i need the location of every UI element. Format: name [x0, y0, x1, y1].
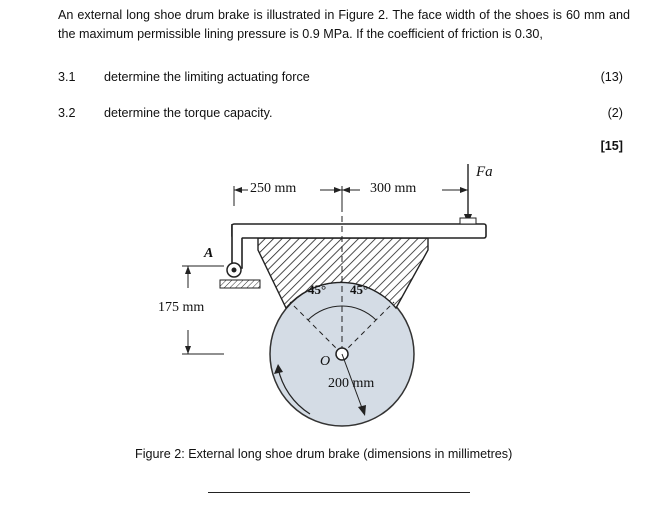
question-text-3-1: determine the limiting actuating force: [104, 70, 310, 84]
angle-label-right: 45°: [350, 282, 369, 297]
height-dimension-label: 175 mm: [158, 300, 205, 315]
question-marks-3-2: (2): [607, 106, 623, 120]
total-marks: [15]: [600, 139, 623, 153]
dimension-label-300: 300 mm: [370, 181, 417, 196]
question-number-3-2: 3.2: [58, 106, 76, 120]
question-text-3-2: determine the torque capacity.: [104, 106, 273, 120]
question-number-3-1: 3.1: [58, 70, 76, 84]
lever-arm: [232, 224, 486, 238]
figure-caption: Figure 2: External long shoe drum brake (dimensions in millimetres): [135, 447, 513, 461]
force-label: Fa: [476, 164, 493, 180]
question-marks-3-1: (13): [600, 70, 623, 84]
pivot-label: A: [204, 246, 214, 261]
diameter-label: 200 mm: [328, 376, 375, 391]
brake-figure: [150, 158, 510, 434]
center-label: O: [320, 354, 331, 369]
dimension-label-250: 250 mm: [250, 181, 297, 196]
brake-diagram: [150, 158, 510, 434]
divider-line: [208, 492, 470, 493]
pivot-ground: [220, 280, 260, 288]
angle-label-left: 45°: [308, 282, 327, 297]
problem-statement: An external long shoe drum brake is illustrated in Figure 2. The face width of the shoes is 60 mm and the maximum permissible lining pressure is 0.9 MPa. If the coefficient of friction is 0.30,: [58, 8, 630, 41]
